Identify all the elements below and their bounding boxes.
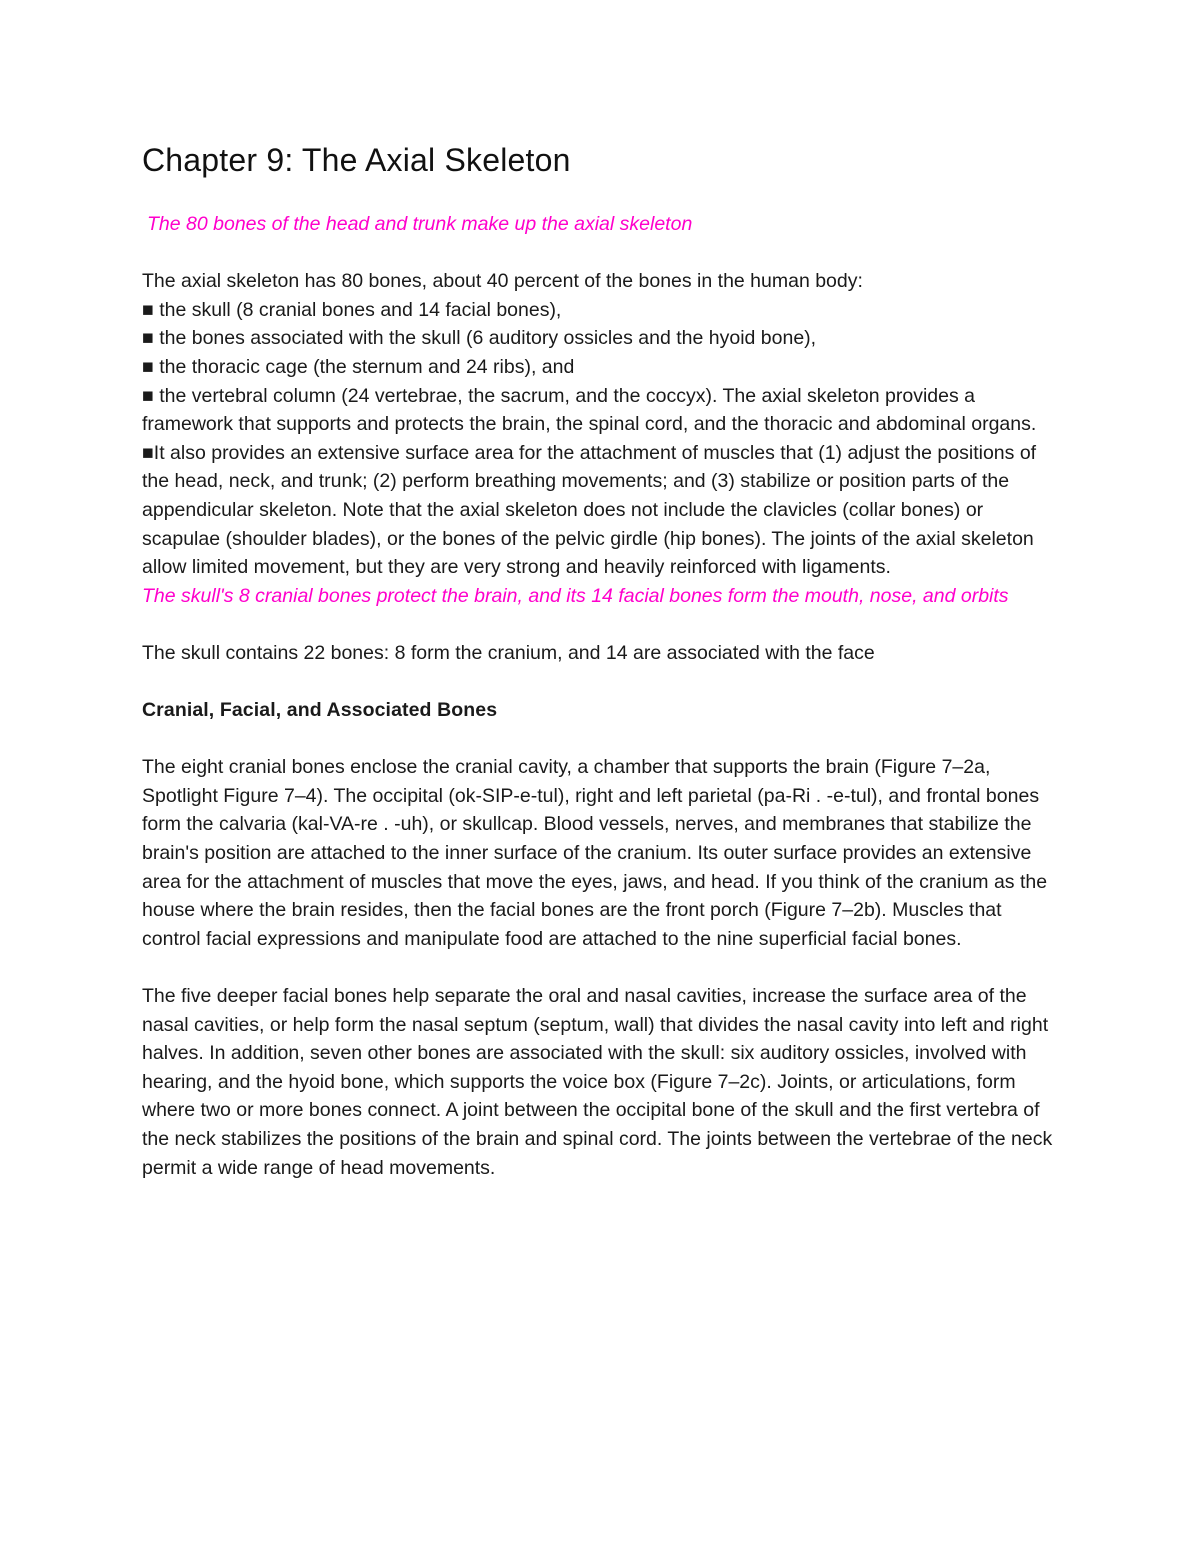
- page-title: Chapter 9: The Axial Skeleton: [142, 142, 571, 178]
- bullet-vertebral-column: ■ the vertebral column (24 vertebrae, the sacrum, and the coccyx). The axial skeleton provides a framework that supports and protects the brain, the spinal cord, and the thoracic and abdominal organs.: [142, 384, 1037, 436]
- bullet-skull: ■ the skull (8 cranial bones and 14 facial bones),: [142, 298, 562, 321]
- skull-summary: The skull contains 22 bones: 8 form the cranium, and 14 are associated with the face: [142, 641, 875, 664]
- bullet-muscle-attachment: ■It also provides an extensive surface area for the attachment of muscles that (1) adjust the positions of the head, neck, and trunk; (2) perform breathing movements; and (3) stabilize or position parts of the appendicular skeleton. Note that the axial skeleton does not include the clavicles (collar bones) or scapulae (shoulder blades), or the bones of the pelvic girdle (hip bones). The joints of the axial skeleton allow limited movement, but they are very strong and heavily reinforced with ligaments.: [142, 441, 1037, 579]
- section-heading: Cranial, Facial, and Associated Bones: [142, 699, 498, 722]
- subheading-skull-bones: The skull's 8 cranial bones protect the brain, and its 14 facial bones form the mouth, nose, and orbits: [142, 584, 1009, 607]
- cranial-bones-paragraph: The eight cranial bones enclose the cranial cavity, a chamber that supports the brain (Figure 7–2a, Spotlight Figure 7–4). The occipital (ok-SIP-e-tul), right and left parietal (pa-Ri . -e-tul), and frontal bones form the calvaria (kal-VA-re . -uh), or skullcap. Blood vessels, nerves, and membranes that stabilize the brain's position are attached to the inner surface of the cranium. Its outer surface provides an extensive area for the attachment of muscles that move the eyes, jaws, and head. If you think of the cranium as the house where the brain resides, then the facial bones are the front porch (Figure 7–2b). Muscles that control facial expressions and manipulate food are attached to the nine superficial facial bones.: [142, 756, 1048, 950]
- bullet-thoracic-cage: ■ the thoracic cage (the sternum and 24 ribs), and: [142, 355, 575, 378]
- subheading-axial-skeleton: The 80 bones of the head and trunk make up the axial skeleton: [147, 213, 693, 235]
- document-content: [142, 138, 1062, 1182]
- bullet-associated-bones: ■ the bones associated with the skull (6 auditory ossicles and the hyoid bone),: [142, 327, 817, 350]
- facial-bones-paragraph: The five deeper facial bones help separate the oral and nasal cavities, increase the surface area of the nasal cavities, or help form the nasal septum (septum, wall) that divides the nasal cavity into left and right halves. In addition, seven other bones are associated with the skull: six auditory ossicles, involved with hearing, and the hyoid bone, which supports the voice box (Figure 7–2c). Joints, or articulations, form where two or more bones connect. A joint between the occipital bone of the skull and the first vertebra of the neck stabilizes the positions of the brain and spinal cord. The joints between the vertebrae of the neck permit a wide range of head movements.: [142, 985, 1053, 1179]
- intro-paragraph: The axial skeleton has 80 bones, about 40 percent of the bones in the human body:: [142, 270, 863, 293]
